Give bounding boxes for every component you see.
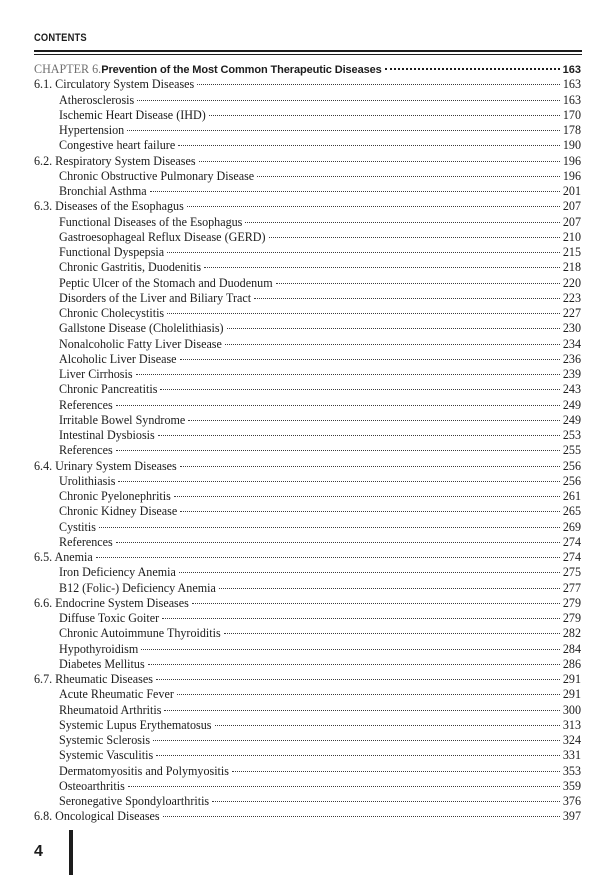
toc-subsection-entry[interactable] <box>34 138 581 153</box>
running-head: CONTENTS <box>34 32 87 44</box>
dot-leader <box>225 343 560 345</box>
entry-title: Systemic Sclerosis <box>59 733 151 747</box>
entry-title: Chronic Cholecystitis <box>59 306 165 320</box>
entry-title: B12 (Folic-) Deficiency Anemia <box>59 580 216 595</box>
entry-title: Congestive heart failure <box>59 138 176 153</box>
dot-leader <box>141 648 560 650</box>
toc-subsection-entry[interactable] <box>34 565 581 580</box>
toc-subsection-entry[interactable] <box>34 413 581 428</box>
toc-entries <box>34 77 581 824</box>
toc-subsection-entry[interactable] <box>34 474 581 489</box>
entry-page-number: 249 <box>562 412 581 427</box>
toc-subsection-entry[interactable] <box>34 489 581 504</box>
entry-title: Bronchial Asthma <box>59 184 147 198</box>
entry-page-number: 196 <box>562 153 581 168</box>
entry-page-number: 279 <box>562 611 581 625</box>
dot-leader <box>99 526 560 528</box>
entry-title: 6.6. Endocrine System Diseases <box>34 595 189 610</box>
entry-title: Systemic Vasculitis <box>59 748 154 763</box>
dot-leader <box>257 175 560 177</box>
toc-section-entry[interactable] <box>34 596 581 611</box>
entry-title: Functional Diseases of the Esophagus <box>59 214 243 229</box>
entry-page-number: 196 <box>562 168 581 183</box>
entry-page-number: 256 <box>562 458 581 473</box>
entry-title: Urolithiasis <box>59 473 116 488</box>
toc-subsection-entry[interactable] <box>34 352 581 367</box>
entry-page-number: 207 <box>562 199 581 214</box>
dot-leader <box>177 693 560 695</box>
footer-bar <box>69 830 73 875</box>
toc-subsection-entry[interactable] <box>34 245 581 260</box>
entry-page-number: 397 <box>562 809 581 824</box>
entry-page-number: 170 <box>562 107 581 122</box>
entry-title: Osteoarthritis <box>59 778 125 793</box>
entry-page-number: 265 <box>562 504 581 519</box>
toc-subsection-entry[interactable] <box>34 367 581 382</box>
dot-leader <box>116 449 560 451</box>
dot-leader <box>118 480 559 482</box>
dot-leader <box>227 327 560 329</box>
table-of-contents <box>34 62 581 825</box>
entry-title: Acute Rheumatic Fever <box>59 687 174 702</box>
toc-subsection-entry[interactable] <box>34 184 581 199</box>
toc-subsection-entry[interactable] <box>34 642 581 657</box>
toc-subsection-entry[interactable] <box>34 748 581 763</box>
dot-leader <box>162 617 560 619</box>
entry-page-number: 230 <box>562 321 581 336</box>
entry-page-number: 163 <box>562 77 581 92</box>
entry-title: Chronic Obstructive Pulmonary Disease <box>59 168 255 183</box>
dot-leader <box>180 510 560 512</box>
dot-leader <box>385 67 560 70</box>
entry-title: Chronic Pancreatitis <box>59 382 158 397</box>
dot-leader <box>127 129 560 131</box>
dot-leader <box>192 602 560 604</box>
entry-page-number: 261 <box>562 489 581 503</box>
entry-title: References <box>59 534 113 549</box>
entry-page-number: 291 <box>562 672 581 686</box>
entry-title: Intestinal Dysbiosis <box>59 428 155 442</box>
entry-page-number: 239 <box>562 367 581 381</box>
dot-leader <box>199 160 560 162</box>
entry-title: Gastroesophageal Reflux Disease (GERD) <box>59 229 266 244</box>
entry-page-number: 291 <box>562 687 581 702</box>
dot-leader <box>137 99 560 101</box>
entry-title: Diabetes Mellitus <box>59 656 145 671</box>
entry-title: Alcoholic Liver Disease <box>59 351 177 366</box>
toc-subsection-entry[interactable] <box>34 169 581 184</box>
entry-title: Liver Cirrhosis <box>59 367 133 381</box>
entry-title: Seronegative Spondyloarthritis <box>59 794 210 808</box>
entry-page-number: 277 <box>562 580 581 595</box>
dot-leader <box>158 434 560 436</box>
entry-page-number: 275 <box>562 565 581 580</box>
toc-chapter-entry[interactable] <box>34 62 581 77</box>
dot-leader <box>160 388 559 390</box>
entry-title: Cystitis <box>59 519 96 534</box>
toc-subsection-entry[interactable] <box>34 504 581 519</box>
dot-leader <box>150 190 560 192</box>
dot-leader <box>232 770 560 772</box>
entry-title: Diffuse Toxic Goiter <box>59 611 160 625</box>
dot-leader <box>209 114 560 116</box>
toc-subsection-entry[interactable] <box>34 123 581 138</box>
dot-leader <box>197 83 560 85</box>
toc-subsection-entry[interactable] <box>34 657 581 672</box>
entry-title: 6.2. Respiratory System Diseases <box>34 153 196 168</box>
entry-title: 6.1. Circulatory System Diseases <box>34 77 195 92</box>
entry-title: Dermatomyositis and Polymyositis <box>59 763 229 778</box>
dot-leader <box>224 632 560 634</box>
dot-leader <box>245 221 559 223</box>
toc-subsection-entry[interactable] <box>34 398 581 413</box>
toc-subsection-entry[interactable] <box>34 733 581 748</box>
toc-subsection-entry[interactable] <box>34 779 581 794</box>
entry-page-number: 215 <box>562 245 581 259</box>
entry-page-number: 274 <box>562 534 581 549</box>
entry-page-number: 256 <box>562 473 581 488</box>
entry-title: Hypertension <box>59 123 125 137</box>
entry-title: References <box>59 397 113 412</box>
dot-leader <box>156 678 560 680</box>
dot-leader <box>153 739 560 741</box>
toc-subsection-entry[interactable] <box>34 93 581 108</box>
entry-page-number: 269 <box>562 519 581 534</box>
toc-section-entry[interactable] <box>34 154 581 169</box>
toc-subsection-entry[interactable] <box>34 520 581 535</box>
dot-leader <box>164 709 559 711</box>
entry-page-number: 223 <box>562 290 581 305</box>
entry-page-number: 243 <box>562 382 581 397</box>
dot-leader <box>167 312 560 314</box>
page-number: 4 <box>34 843 43 860</box>
entry-title: Gallstone Disease (Cholelithiasis) <box>59 321 224 336</box>
entry-page-number: 284 <box>562 641 581 656</box>
entry-title: Systemic Lupus Erythematosus <box>59 717 212 732</box>
dot-leader <box>188 419 560 421</box>
toc-subsection-entry[interactable] <box>34 687 581 702</box>
entry-page-number: 353 <box>562 763 581 778</box>
dot-leader <box>163 815 560 817</box>
toc-subsection-entry[interactable] <box>34 703 581 718</box>
toc-subsection-entry[interactable] <box>34 321 581 336</box>
dot-leader <box>254 297 560 299</box>
entry-title: Nonalcoholic Fatty Liver Disease <box>59 336 222 351</box>
entry-page-number: 227 <box>562 306 581 320</box>
toc-subsection-entry[interactable] <box>34 108 581 123</box>
dot-leader <box>179 571 560 573</box>
toc-section-entry[interactable] <box>34 809 581 824</box>
entry-title: 6.5. Anemia <box>34 550 93 564</box>
entry-title: Irritable Bowel Syndrome <box>59 412 186 427</box>
toc-subsection-entry[interactable] <box>34 382 581 397</box>
entry-title: Chronic Gastritis, Duodenitis <box>59 260 202 275</box>
entry-page-number: 201 <box>562 184 581 198</box>
dot-leader <box>96 556 560 558</box>
toc-section-entry[interactable] <box>34 550 581 565</box>
header-rule-thin <box>34 54 582 55</box>
toc-subsection-entry[interactable] <box>34 215 581 230</box>
toc-section-entry[interactable] <box>34 672 581 687</box>
entry-page-number: 253 <box>562 428 581 442</box>
toc-subsection-entry[interactable] <box>34 535 581 550</box>
entry-page-number: 274 <box>562 550 581 564</box>
dot-leader <box>219 587 560 589</box>
dot-leader <box>180 465 560 467</box>
toc-subsection-entry[interactable] <box>34 337 581 352</box>
entry-title: Rheumatoid Arthritis <box>59 702 162 717</box>
toc-subsection-entry[interactable] <box>34 718 581 733</box>
toc-subsection-entry[interactable] <box>34 794 581 809</box>
entry-title: Disorders of the Liver and Biliary Tract <box>59 290 252 305</box>
toc-subsection-entry[interactable] <box>34 230 581 245</box>
dot-leader <box>116 404 560 406</box>
toc-subsection-entry[interactable] <box>34 291 581 306</box>
entry-page-number: 300 <box>562 702 581 717</box>
entry-title: 6.7. Rheumatic Diseases <box>34 672 153 686</box>
entry-title: 6.8. Oncological Diseases <box>34 809 160 824</box>
entry-title: Atherosclerosis <box>59 92 135 107</box>
toc-subsection-entry[interactable] <box>34 428 581 443</box>
entry-title: References <box>59 443 113 458</box>
toc-subsection-entry[interactable] <box>34 611 581 626</box>
entry-page-number: 324 <box>562 733 581 747</box>
dot-leader <box>148 663 560 665</box>
entry-page-number: 359 <box>562 778 581 793</box>
entry-page-number: 255 <box>562 443 581 458</box>
entry-page-number: 313 <box>562 717 581 732</box>
entry-page-number: 279 <box>562 595 581 610</box>
entry-page-number: 207 <box>562 214 581 229</box>
dot-leader <box>156 754 560 756</box>
toc-subsection-entry[interactable] <box>34 443 581 458</box>
toc-subsection-entry[interactable] <box>34 306 581 321</box>
dot-leader <box>276 282 560 284</box>
entry-page-number: 234 <box>562 336 581 351</box>
entry-page-number: 163 <box>562 92 581 107</box>
entry-page-number: 178 <box>562 123 581 137</box>
entry-title: 6.3. Diseases of the Esophagus <box>34 199 184 214</box>
entry-page-number: 286 <box>562 656 581 671</box>
entry-title: Chronic Autoimmune Thyroiditis <box>59 626 221 641</box>
entry-title: Iron Deficiency Anemia <box>59 565 176 580</box>
entry-title: 6.4. Urinary System Diseases <box>34 458 177 473</box>
dot-leader <box>212 800 560 802</box>
dot-leader <box>174 495 560 497</box>
dot-leader <box>136 373 560 375</box>
toc-subsection-entry[interactable] <box>34 581 581 596</box>
toc-subsection-entry[interactable] <box>34 626 581 641</box>
toc-section-entry[interactable] <box>34 459 581 474</box>
chapter-title: Prevention of the Most Common Therapeutic Diseases <box>101 64 382 76</box>
entry-page-number: 236 <box>562 351 581 366</box>
toc-subsection-entry[interactable] <box>34 260 581 275</box>
dot-leader <box>215 724 560 726</box>
dot-leader <box>167 251 560 253</box>
entry-page-number: 218 <box>562 260 581 275</box>
chapter-prefix: CHAPTER 6. <box>34 62 102 76</box>
entry-page-number: 210 <box>562 229 581 244</box>
entry-title: Chronic Pyelonephritis <box>59 489 171 503</box>
entry-page-number: 282 <box>562 626 581 641</box>
toc-subsection-entry[interactable] <box>34 764 581 779</box>
entry-title: Ischemic Heart Disease (IHD) <box>59 107 206 122</box>
chapter-page-number: 163 <box>562 64 581 76</box>
dot-leader <box>269 236 560 238</box>
header-rule <box>34 50 582 52</box>
dot-leader <box>128 785 560 787</box>
entry-title: Hypothyroidism <box>59 641 139 656</box>
toc-subsection-entry[interactable] <box>34 276 581 291</box>
entry-page-number: 376 <box>562 794 581 808</box>
toc-section-entry[interactable] <box>34 77 581 92</box>
entry-page-number: 220 <box>562 275 581 290</box>
entry-title: Functional Dyspepsia <box>59 245 165 259</box>
toc-section-entry[interactable] <box>34 199 581 214</box>
entry-page-number: 249 <box>562 397 581 412</box>
dot-leader <box>204 266 560 268</box>
entry-title: Peptic Ulcer of the Stomach and Duodenum <box>59 275 273 290</box>
dot-leader <box>187 205 560 207</box>
entry-page-number: 331 <box>562 748 581 763</box>
entry-page-number: 190 <box>562 138 581 153</box>
entry-title: Chronic Kidney Disease <box>59 504 178 519</box>
dot-leader <box>116 541 560 543</box>
dot-leader <box>178 144 560 146</box>
dot-leader <box>180 358 560 360</box>
